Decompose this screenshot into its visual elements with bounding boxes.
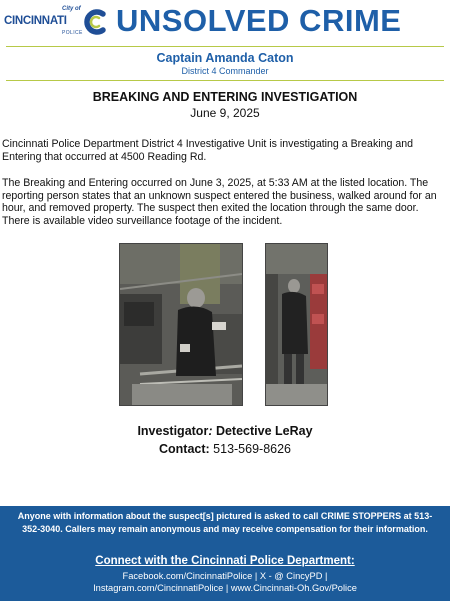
investigator-line: [0, 424, 450, 438]
cincinnati-c-logo-icon: [82, 8, 108, 36]
investigator-colon: :: [208, 424, 213, 438]
section-divider: [6, 80, 444, 81]
social-links: [0, 570, 450, 594]
logo-city-of-text: City of: [62, 6, 81, 12]
cincinnati-police-logo: [4, 6, 108, 38]
contact-line: [0, 442, 450, 456]
connect-heading[interactable]: Connect with the Cincinnati Police Department:: [95, 555, 355, 567]
case-summary-paragraph: Cincinnati Police Department District 4 Investigative Unit is investigating a Breaking and Entering that occurred at 4500 Reading Rd.: [2, 138, 413, 163]
footer-banner: [0, 506, 450, 601]
surveillance-photo-1: [119, 243, 243, 406]
surveillance-photo-2: [265, 243, 328, 406]
social-links-line-1[interactable]: Facebook.com/CincinnatiPolice | X - @ CincyPD |: [122, 571, 328, 581]
logo-police-text: POLICE: [62, 30, 83, 36]
page-title: UNSOLVED CRIME: [116, 3, 402, 38]
investigator-name: Detective LeRay: [212, 424, 313, 438]
contact-label: Contact:: [158, 442, 210, 456]
social-links-line-2[interactable]: Instagram.com/CincinnatiPolice | www.Cincinnati-Oh.Gov/Police: [93, 583, 357, 593]
commander-title: District 4 Commander: [181, 66, 269, 76]
investigator-label: Investigator: [137, 424, 209, 438]
logo-name-text: CINCINNATI: [4, 15, 67, 27]
crime-stoppers-message: Anyone with information about the suspect[s] pictured is asked to call CRIME STOPPERS at 513-352-3040. Callers may remain anonymous and may receive compensation for their information.: [17, 511, 433, 534]
contact-phone: 513-569-8626: [209, 442, 292, 456]
header: [0, 0, 450, 44]
investigation-date: June 9, 2025: [190, 106, 260, 120]
investigation-title: BREAKING AND ENTERING INVESTIGATION: [92, 90, 358, 104]
incident-details-paragraph: The Breaking and Entering occurred on June 3, 2025, at 5:33 AM at the listed location. The reporting person states that an unknown suspect entered the business, walked around for an hour, and removed property. The suspect then exited the location through the same door. There is available video surveillance footage of the incident.: [2, 177, 437, 227]
top-divider: [6, 46, 444, 47]
commander-name: Captain Amanda Caton: [156, 51, 294, 65]
